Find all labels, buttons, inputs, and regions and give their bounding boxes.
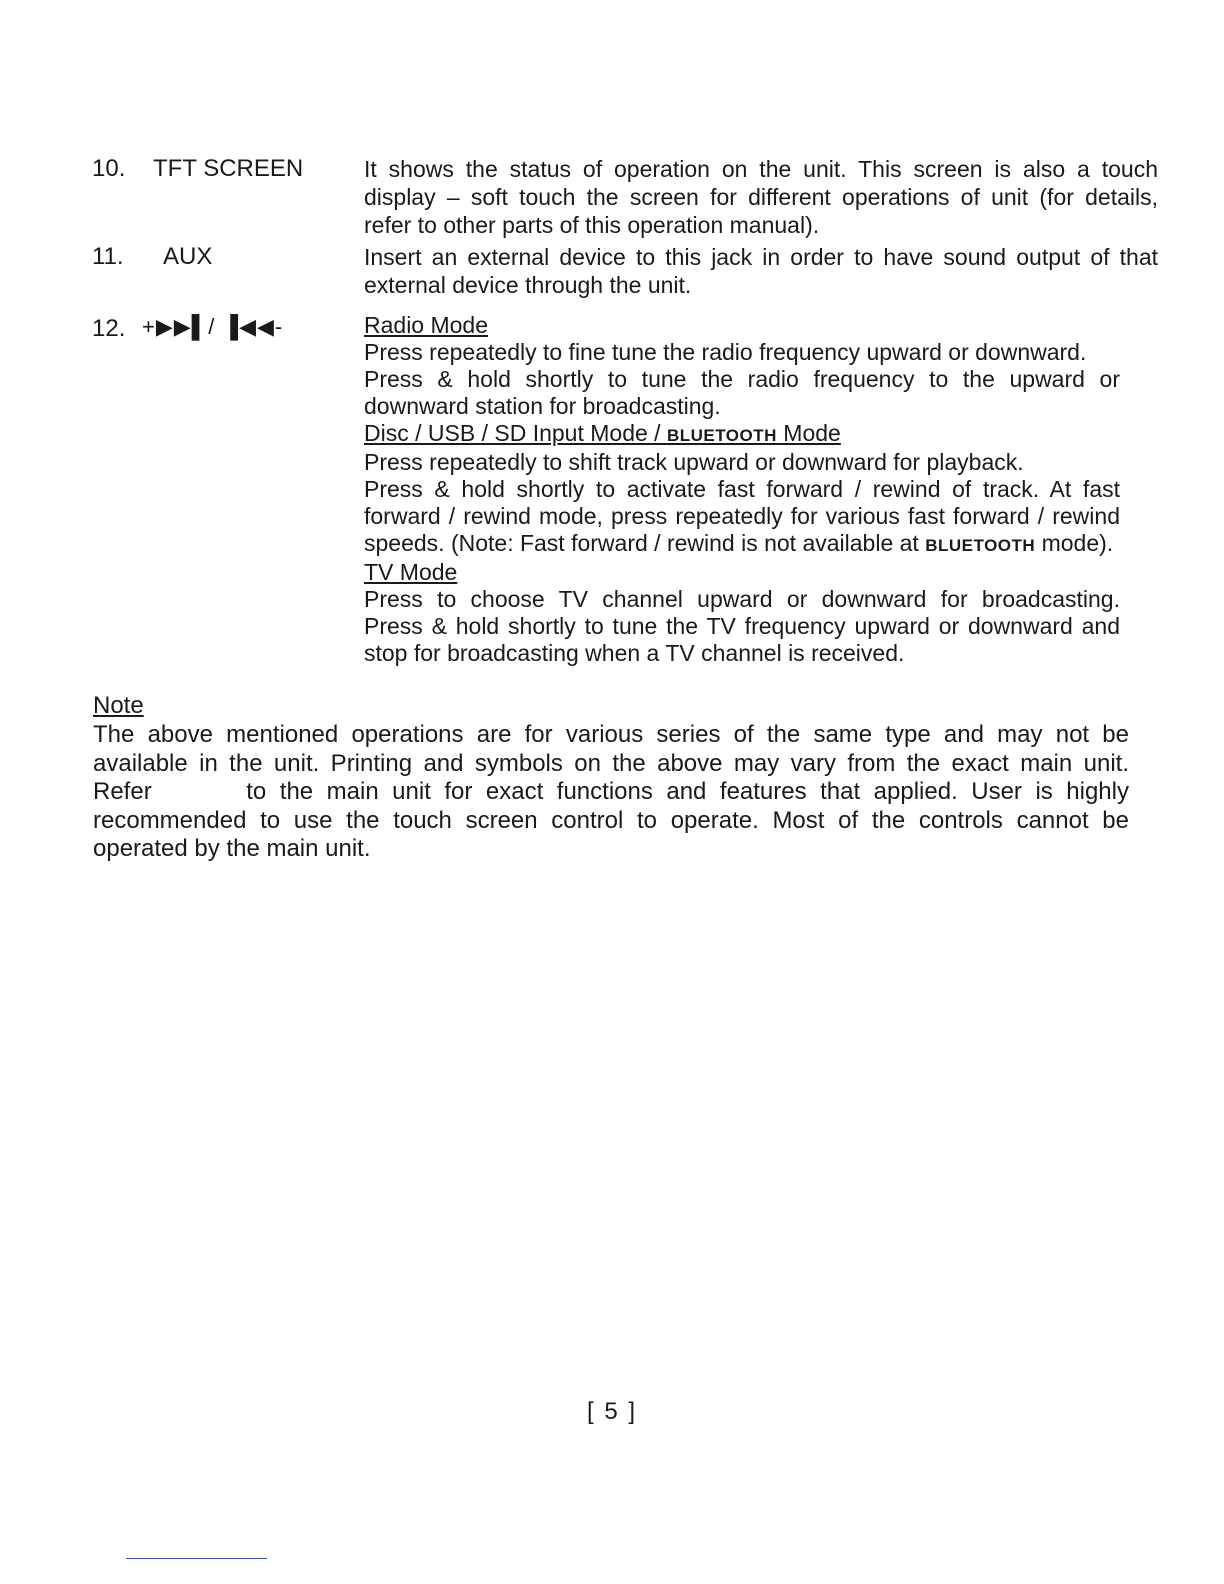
desc-text: mode). [1035, 530, 1114, 556]
desc-line: external device through the unit. [364, 272, 692, 298]
item-number: 10. [92, 155, 126, 182]
note-heading: Note [93, 692, 144, 719]
desc-line [364, 530, 1120, 559]
desc-line: forward / rewind mode, press repeatedly for various fast forward / rewind [364, 503, 1120, 529]
radio-mode-heading: Radio Mode [364, 312, 489, 338]
item-description [364, 243, 1158, 299]
desc-line: downward station for broadcasting. [364, 393, 721, 419]
desc-text: speeds. (Note: Fast forward / rewind is not available at [364, 530, 926, 556]
desc-line: refer to other parts of this operation manual). [364, 212, 820, 238]
desc-line: display – soft touch the screen for different operations of unit (for details, [364, 184, 1158, 210]
heading-text: Mode [776, 420, 841, 446]
desc-line: stop for broadcasting when a TV channel is received. [364, 640, 905, 666]
item-number: 12. [92, 315, 126, 342]
desc-line: Press & hold shortly to tune the TV frequency upward or downward and [364, 613, 1120, 639]
skip-track-symbols: +▶▶▌/ ▐◀◀- [142, 314, 284, 339]
item-description [364, 312, 1120, 667]
page-number: [ 5 ] [586, 1398, 638, 1425]
desc-line: Press & hold shortly to activate fast forward / rewind of track. At fast [364, 476, 1120, 502]
disc-usb-sd-bt-mode-heading [364, 420, 841, 449]
item-number: 11. [92, 243, 124, 270]
desc-line: Press & hold shortly to tune the radio frequency to the upward or [364, 366, 1120, 392]
item-label: AUX [163, 243, 213, 270]
note-line: available in the unit. Printing and symbols on the above may vary from the exact main unit. [93, 749, 1129, 777]
footer-rule [126, 1558, 267, 1559]
heading-text: Disc / USB / SD Input Mode / [364, 420, 667, 446]
desc-line: Insert an external device to this jack in order to have sound output of that [364, 244, 1158, 270]
item-label: TFT SCREEN [153, 155, 304, 182]
bluetooth-wordmark: BLUETOOTH [925, 536, 1036, 555]
note-line: recommended to use the touch screen control to operate. Most of the controls cannot be [93, 806, 1129, 834]
bluetooth-wordmark: BLUETOOTH [666, 426, 777, 445]
desc-line: Press to choose TV channel upward or downward for broadcasting. [364, 586, 1120, 612]
item-description [364, 155, 1158, 239]
tv-mode-heading: TV Mode [364, 559, 458, 585]
note-line: operated by the main unit. [93, 835, 371, 862]
note-line: Refer to the main unit for exact functions and features that applied. User is highly [93, 778, 1129, 805]
note-body [93, 721, 1129, 864]
desc-line: Press repeatedly to shift track upward or downward for playback. [364, 449, 1024, 475]
note-line: The above mentioned operations are for various series of the same type and may not be [93, 721, 1129, 748]
desc-line: It shows the status of operation on the unit. This screen is also a touch [364, 156, 1158, 182]
desc-line: Press repeatedly to fine tune the radio frequency upward or downward. [364, 339, 1087, 365]
